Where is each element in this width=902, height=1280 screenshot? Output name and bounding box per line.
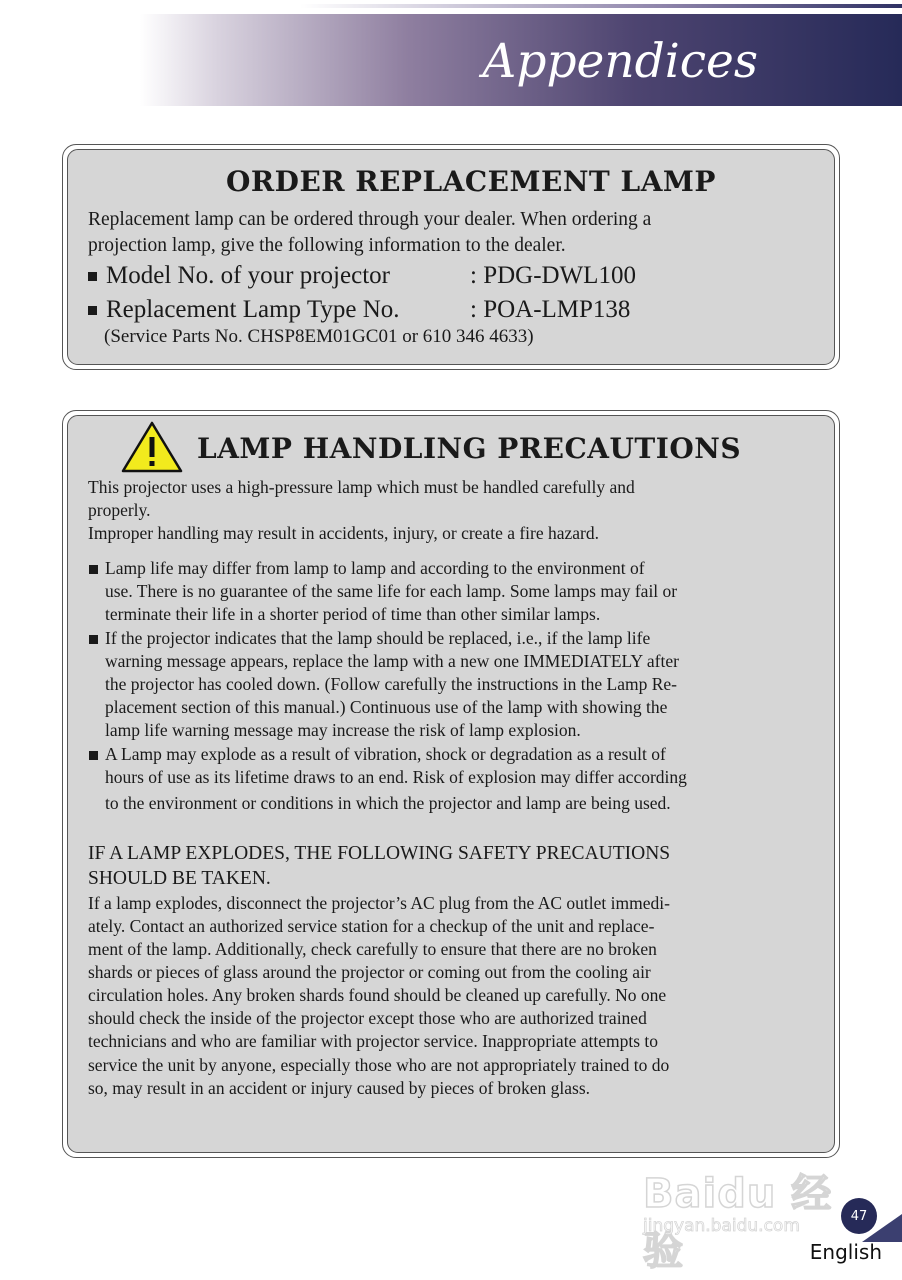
bullet-3-line-2: hours of use as its lifetime draws to an end. Risk of explosion may differ according	[105, 767, 687, 787]
precautions-intro-1: This projector uses a high-pressure lamp which must be handled carefully and	[88, 477, 635, 497]
explode-body-3: ment of the lamp. Additionally, check carefully to ensure that there are no broken	[88, 939, 657, 959]
bullet-2-line-4: placement section of this manual.) Continuous use of the lamp with showing the	[105, 697, 668, 717]
page-title: Appendices	[482, 34, 758, 89]
precautions-title: LAMP HANDLING PRECAUTIONS	[197, 432, 742, 465]
order-item-model-value: : PDG-DWL100	[470, 262, 636, 289]
warning-triangle-icon	[120, 420, 184, 474]
bullet-square-icon	[88, 272, 97, 281]
explode-body-1: If a lamp explodes, disconnect the projector’s AC plug from the AC outlet immedi-	[88, 893, 670, 913]
bullet-square-icon	[89, 565, 98, 574]
explode-heading-1: IF A LAMP EXPLODES, THE FOLLOWING SAFETY PRECAUTIONS	[88, 843, 671, 864]
order-item-model	[88, 261, 390, 291]
order-section-title: ORDER REPLACEMENT LAMP	[226, 165, 716, 198]
explode-body-2: ately. Contact an authorized service station for a checkup of the unit and replace-	[88, 916, 655, 936]
explode-body-5: circulation holes. Any broken shards found should be cleaned up carefully. No one	[88, 985, 667, 1005]
precautions-intro-3: Improper handling may result in accidents, injury, or create a fire hazard.	[88, 523, 600, 543]
order-item-lamp	[88, 295, 400, 325]
bullet-square-icon	[89, 635, 98, 644]
bullet-3-line-3: to the environment or conditions in which the projector and lamp are being used.	[105, 793, 671, 813]
language-label: English	[809, 1240, 882, 1264]
service-parts-note: (Service Parts No. CHSP8EM01GC01 or 610 346 4633)	[104, 326, 534, 347]
bullet-2-line-1: If the projector indicates that the lamp should be replaced, i.e., if the lamp life	[105, 628, 651, 648]
bullet-2-line-2: warning message appears, replace the lamp with a new one IMMEDIATELY after	[105, 651, 679, 671]
watermark-main-text: Baidu 经验	[643, 1171, 833, 1274]
bullet-3-line-1: A Lamp may explode as a result of vibration, shock or degradation as a result of	[105, 744, 666, 764]
explode-body-6: should check the inside of the projector except those who are authorized trained	[88, 1008, 647, 1028]
bullet-square-icon	[88, 306, 97, 315]
order-intro-line-2: projection lamp, give the following information to the dealer.	[88, 235, 566, 256]
bullet-1-line-3: terminate their life in a shorter period of time than other similar lamps.	[105, 604, 601, 624]
order-item-lamp-value: : POA-LMP138	[470, 296, 631, 323]
watermark-sub-text: jingyan.baidu.com	[643, 1216, 800, 1236]
header-top-line	[300, 4, 902, 8]
bullet-square-icon	[89, 751, 98, 760]
order-item-lamp-label: Replacement Lamp Type No.	[106, 296, 400, 323]
precautions-intro-2: properly.	[88, 500, 151, 520]
order-intro-line-1: Replacement lamp can be ordered through your dealer. When ordering a	[88, 209, 652, 230]
explode-heading-2: SHOULD BE TAKEN.	[88, 868, 271, 889]
bullet-2-line-5: lamp life warning message may increase the risk of lamp explosion.	[105, 720, 581, 740]
page-number-badge: 47	[841, 1198, 877, 1234]
bullet-1-line-1: Lamp life may differ from lamp to lamp and according to the environment of	[105, 558, 645, 578]
bullet-2-line-3: the projector has cooled down. (Follow carefully the instructions in the Lamp Re-	[105, 674, 678, 694]
order-item-model-label: Model No. of your projector	[106, 262, 390, 289]
explode-body-4: shards or pieces of glass around the projector or coming out from the cooling air	[88, 962, 651, 982]
bullet-1-line-2: use. There is no guarantee of the same life for each lamp. Some lamps may fail or	[105, 581, 678, 601]
explode-body-7: technicians and who are familiar with projector service. Inappropriate attempts to	[88, 1031, 658, 1051]
explode-body-8: service the unit by anyone, especially those who are not appropriately trained to do	[88, 1055, 670, 1075]
explode-body-9: so, may result in an accident or injury caused by pieces of broken glass.	[88, 1078, 591, 1098]
